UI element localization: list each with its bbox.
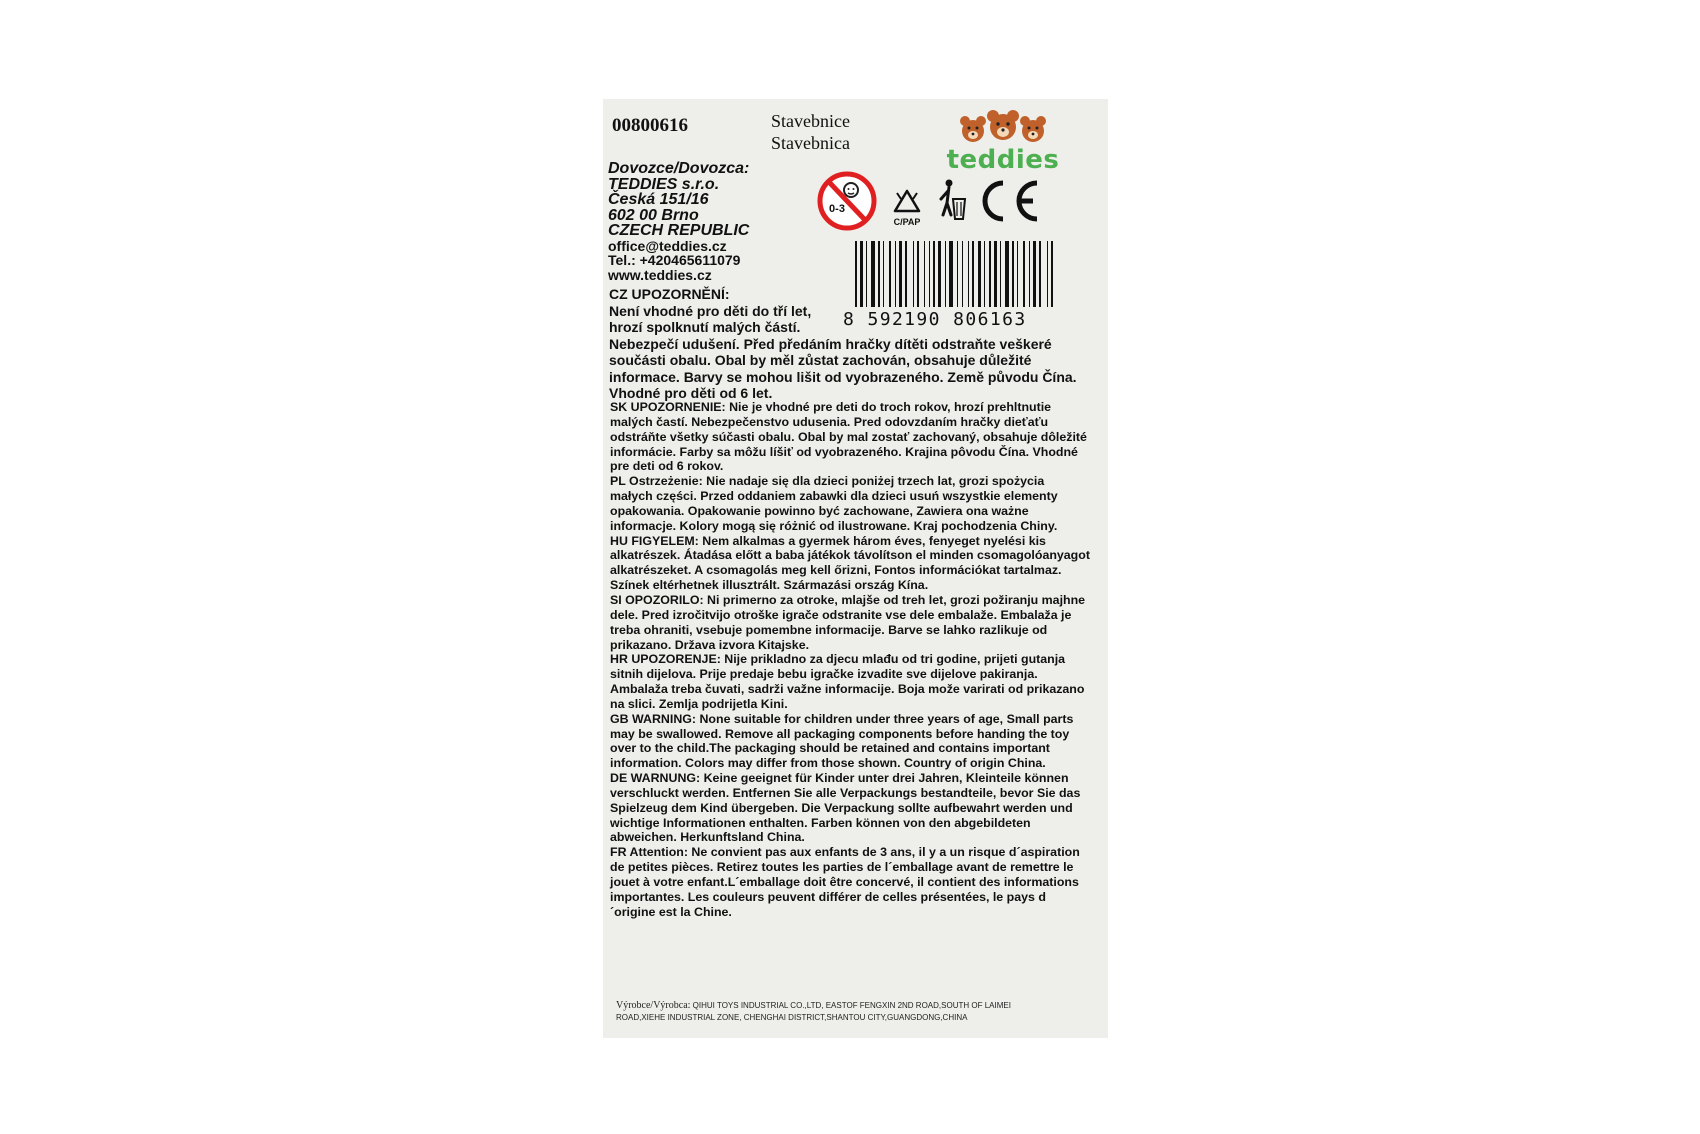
importer-phone: Tel.: +420465611079: [608, 252, 741, 268]
warning-pl: PL Ostrzeżenie: Nie nadaje się dla dzieci poniżej trzech lat, grozi spożycia małych części. Przed oddaniem zabawki dla dzieci usuń wszystkie elementy opakowania. Opakowanie powinno być zachowane, Zawiera ona ważne informacje. Kolory mogą się różnić od ilustrowane. Kraj pochodzenia Chiny.: [610, 474, 1058, 533]
no-under-3-icon: [820, 174, 874, 228]
product-code: 00800616: [612, 115, 688, 136]
importer-label: Dovozce/Dovozca:: [608, 160, 750, 177]
ce-mark-icon: [985, 183, 1037, 219]
warning-hu: HU FIGYELEM: Nem alkalmas a gyermek három éves, fenyeget nyelési kis alkatrészek. Átadása előtt a baba játékok távolítson el minden csomagolóanyagot alkatrészeket. A csomagolás meg kell őrizni, Fontos információkat tartalmaz. Színek eltérhetnek illusztrált. Származási ország Kína.: [610, 533, 1090, 593]
brand-logo: [943, 109, 1063, 173]
warning-cz-heading: CZ UPOZORNĚNÍ:: [609, 286, 730, 302]
manufacturer-block: [616, 1000, 1056, 1024]
warning-fr: FR Attention: Ne convient pas aux enfants de 3 ans, il y a un risque d´aspiration de petites pièces. Retirez toutes les parties de l´emballage avant de remettre le jouet à votre enfant.L´emballage doit être concervé, il contient des informations importantes. Les couleurs peuvent différer de celles présentées, le pays d´origine est la Chine.: [610, 845, 1080, 919]
product-name-sk: Stavebnica: [771, 133, 850, 153]
warning-cz-text: Nebezpečí udušení. Před předáním hračky dítěti odstraňte veškeré součásti obalu. Obal by měl zůstat zachován, obsahuje důležité informace. Barvy se mohou lišit od vyobrazeného. Země původu Čína. Vhodné pro děti od 6 let.: [609, 335, 1077, 401]
warning-cz-line2: hrozí spolknutí malých částí.: [609, 319, 801, 335]
teddy-bears-icon: [943, 109, 1063, 149]
importer-city: 602 00 Brno: [608, 206, 699, 224]
warnings-other: [610, 400, 1090, 920]
product-label: [603, 99, 1108, 1038]
warning-si: SI OPOZORILO: Ni primerno za otroke, mlajše od treh let, grozi požiranju majhne dele. Pred izročitvijo otroške igrače odstranite vse dele embalaže. Embalaža je treba ohraniti, vsebuje pomembne informacije. Barve se lahko razlikuje od prikazano. Država izvora Kitajske.: [610, 592, 1086, 652]
barcode-number: 8 592190 806163: [843, 307, 1063, 333]
no-litter-icon: [941, 180, 965, 220]
importer-web: www.teddies.cz: [608, 266, 712, 283]
warning-sk: SK UPOZORNENIE: Nie je vhodné pre deti do troch rokov, hrozí prehltnutie malých častí. Nebezpečenstvo udusenia. Pred odovzdaním hračky dieťaťu odstráňte všetky súčasti obalu. Obal by mal zostať zachovaný, obsahuje dôležité informácie. Farby sa môžu líšiť od vyobrazeného. Krajina pôvodu Čína. Vhodné pre deti od 6 rokov.: [610, 400, 1087, 474]
recycle-code-text: C/PAP: [893, 217, 921, 227]
importer-email: office@teddies.cz: [608, 237, 727, 254]
product-name-cz: Stavebnice: [771, 111, 850, 131]
recycle-cpap-icon: [894, 191, 921, 227]
warning-cz-line1: Není vhodné pro děti do tří let,: [609, 302, 812, 319]
warning-hr: HR UPOZORENJE: Nije prikladno za djecu mlađu od tri godine, prijeti gutanja sitnih dijelova. Prije predaje bebu igračke izvadite sve dijelove pakiranja. Ambalaža treba čuvati, sadrži važne informacije. Boja može varirati od prikazano na slici. Zemlja podrijetla Kini.: [610, 652, 1085, 711]
product-names: [771, 110, 850, 154]
importer-street: Česká 151/16: [608, 191, 709, 208]
brand-name: teddies: [946, 145, 1060, 175]
manufacturer-label: Výrobce/Výrobca:: [616, 1000, 691, 1011]
manufacturer-address: QIHUI TOYS INDUSTRIAL CO.,LTD, EASTOF FENGXIN 2ND ROAD,SOUTH OF LAIMEI ROAD,XIEHE INDUSTRIAL ZONE, CHENGHAI DISTRICT,SHANTOU CITY,GUANGDONG,CHINA: [616, 1001, 1011, 1022]
importer-block: [608, 161, 749, 282]
warning-de: DE WARNUNG: Keine geeignet für Kinder unter drei Jahren, Kleinteile können verschluckt werden. Entfernen Sie alle Verpackungs bestandteile, bevor Sie das Spielzeug dem Kind übergeben. Die Verpackung sollte aufbewahrt werden und wichtige Informationen enthalten. Farben können von den abgebildeten abweichen. Herkunftsland China.: [610, 771, 1081, 845]
safety-icons: [817, 169, 1057, 235]
warning-cz: [609, 286, 1089, 402]
importer-country: CZECH REPUBLIC: [608, 222, 750, 239]
age-range-text: 0-3: [829, 203, 845, 215]
warning-gb: GB WARNING: None suitable for children under three years of age, Small parts may be swallowed. Remove all packaging components before handing the toy over to the child.The packaging should be retained and contains important information. Colors may differ from those shown. Country of origin China.: [610, 711, 1074, 771]
importer-company: TEDDIES s.r.o.: [608, 175, 720, 193]
